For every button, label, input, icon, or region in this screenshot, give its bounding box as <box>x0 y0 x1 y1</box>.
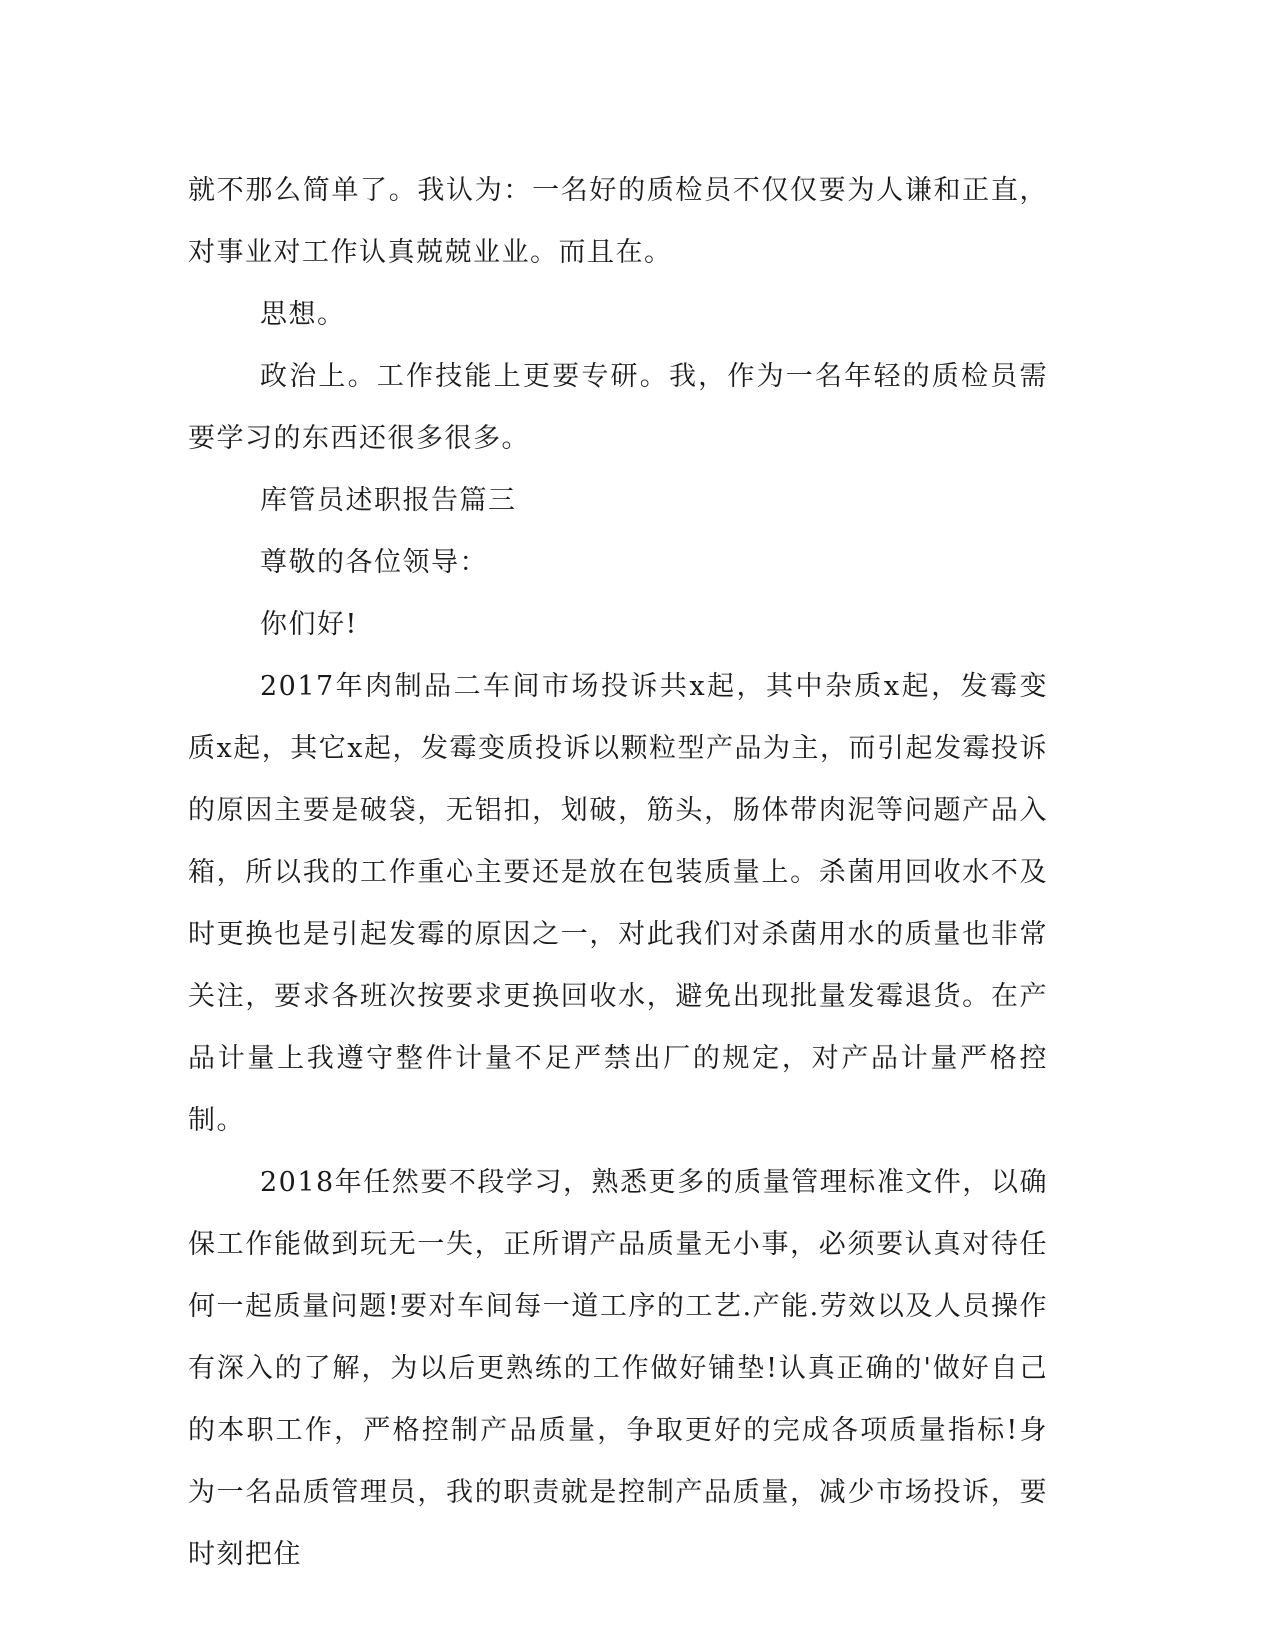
document-body <box>188 160 1048 1586</box>
paragraph-2018-plan: 2018年任然要不段学习，熟悉更多的质量管理标准文件，以确保工作能做到玩无一失，正所谓产品质量无小事，必须要认真对待任何一起质量问题!要对车间每一道工序的工艺.产能.劳效以及人员操作有深入的了解，为以后更熟练的工作做好铺垫!认真正确的'做好自己的本职工作，严格控制产品质量，争取更好的完成各项质量指标!身为一名品质管理员，我的职责就是控制产品质量，减少市场投诉，要时刻把住 <box>188 1167 1048 1570</box>
paragraph-thought: 思想。 <box>260 299 346 330</box>
greeting: 你们好! <box>260 609 358 640</box>
section-heading: 库管员述职报告篇三 <box>260 485 517 516</box>
salutation: 尊敬的各位领导： <box>260 547 488 578</box>
paragraph-intro: 就不那么简单了。我认为：一名好的质检员不仅仅要为人谦和正直，对事业对工作认真兢兢业业。而且在。 <box>188 175 1048 268</box>
paragraph-2017-report: 2017年肉制品二车间市场投诉共x起，其中杂质x起，发霉变质x起，其它x起，发霉变质投诉以颗粒型产品为主，而引起发霉投诉的原因主要是破袋，无铝扣，划破，筋头，肠体带肉泥等问题产品入箱，所以我的工作重心主要还是放在包装质量上。杀菌用回收水不及时更换也是引起发霉的原因之一，对此我们对杀菌用水的质量也非常关注，要求各班次按要求更换回收水，避免出现批量发霉退货。在产品计量上我遵守整件计量不足严禁出厂的规定，对产品计量严格控制。 <box>188 671 1048 1136</box>
paragraph-politics: 政治上。工作技能上更要专研。我，作为一名年轻的质检员需要学习的东西还很多很多。 <box>188 361 1048 454</box>
